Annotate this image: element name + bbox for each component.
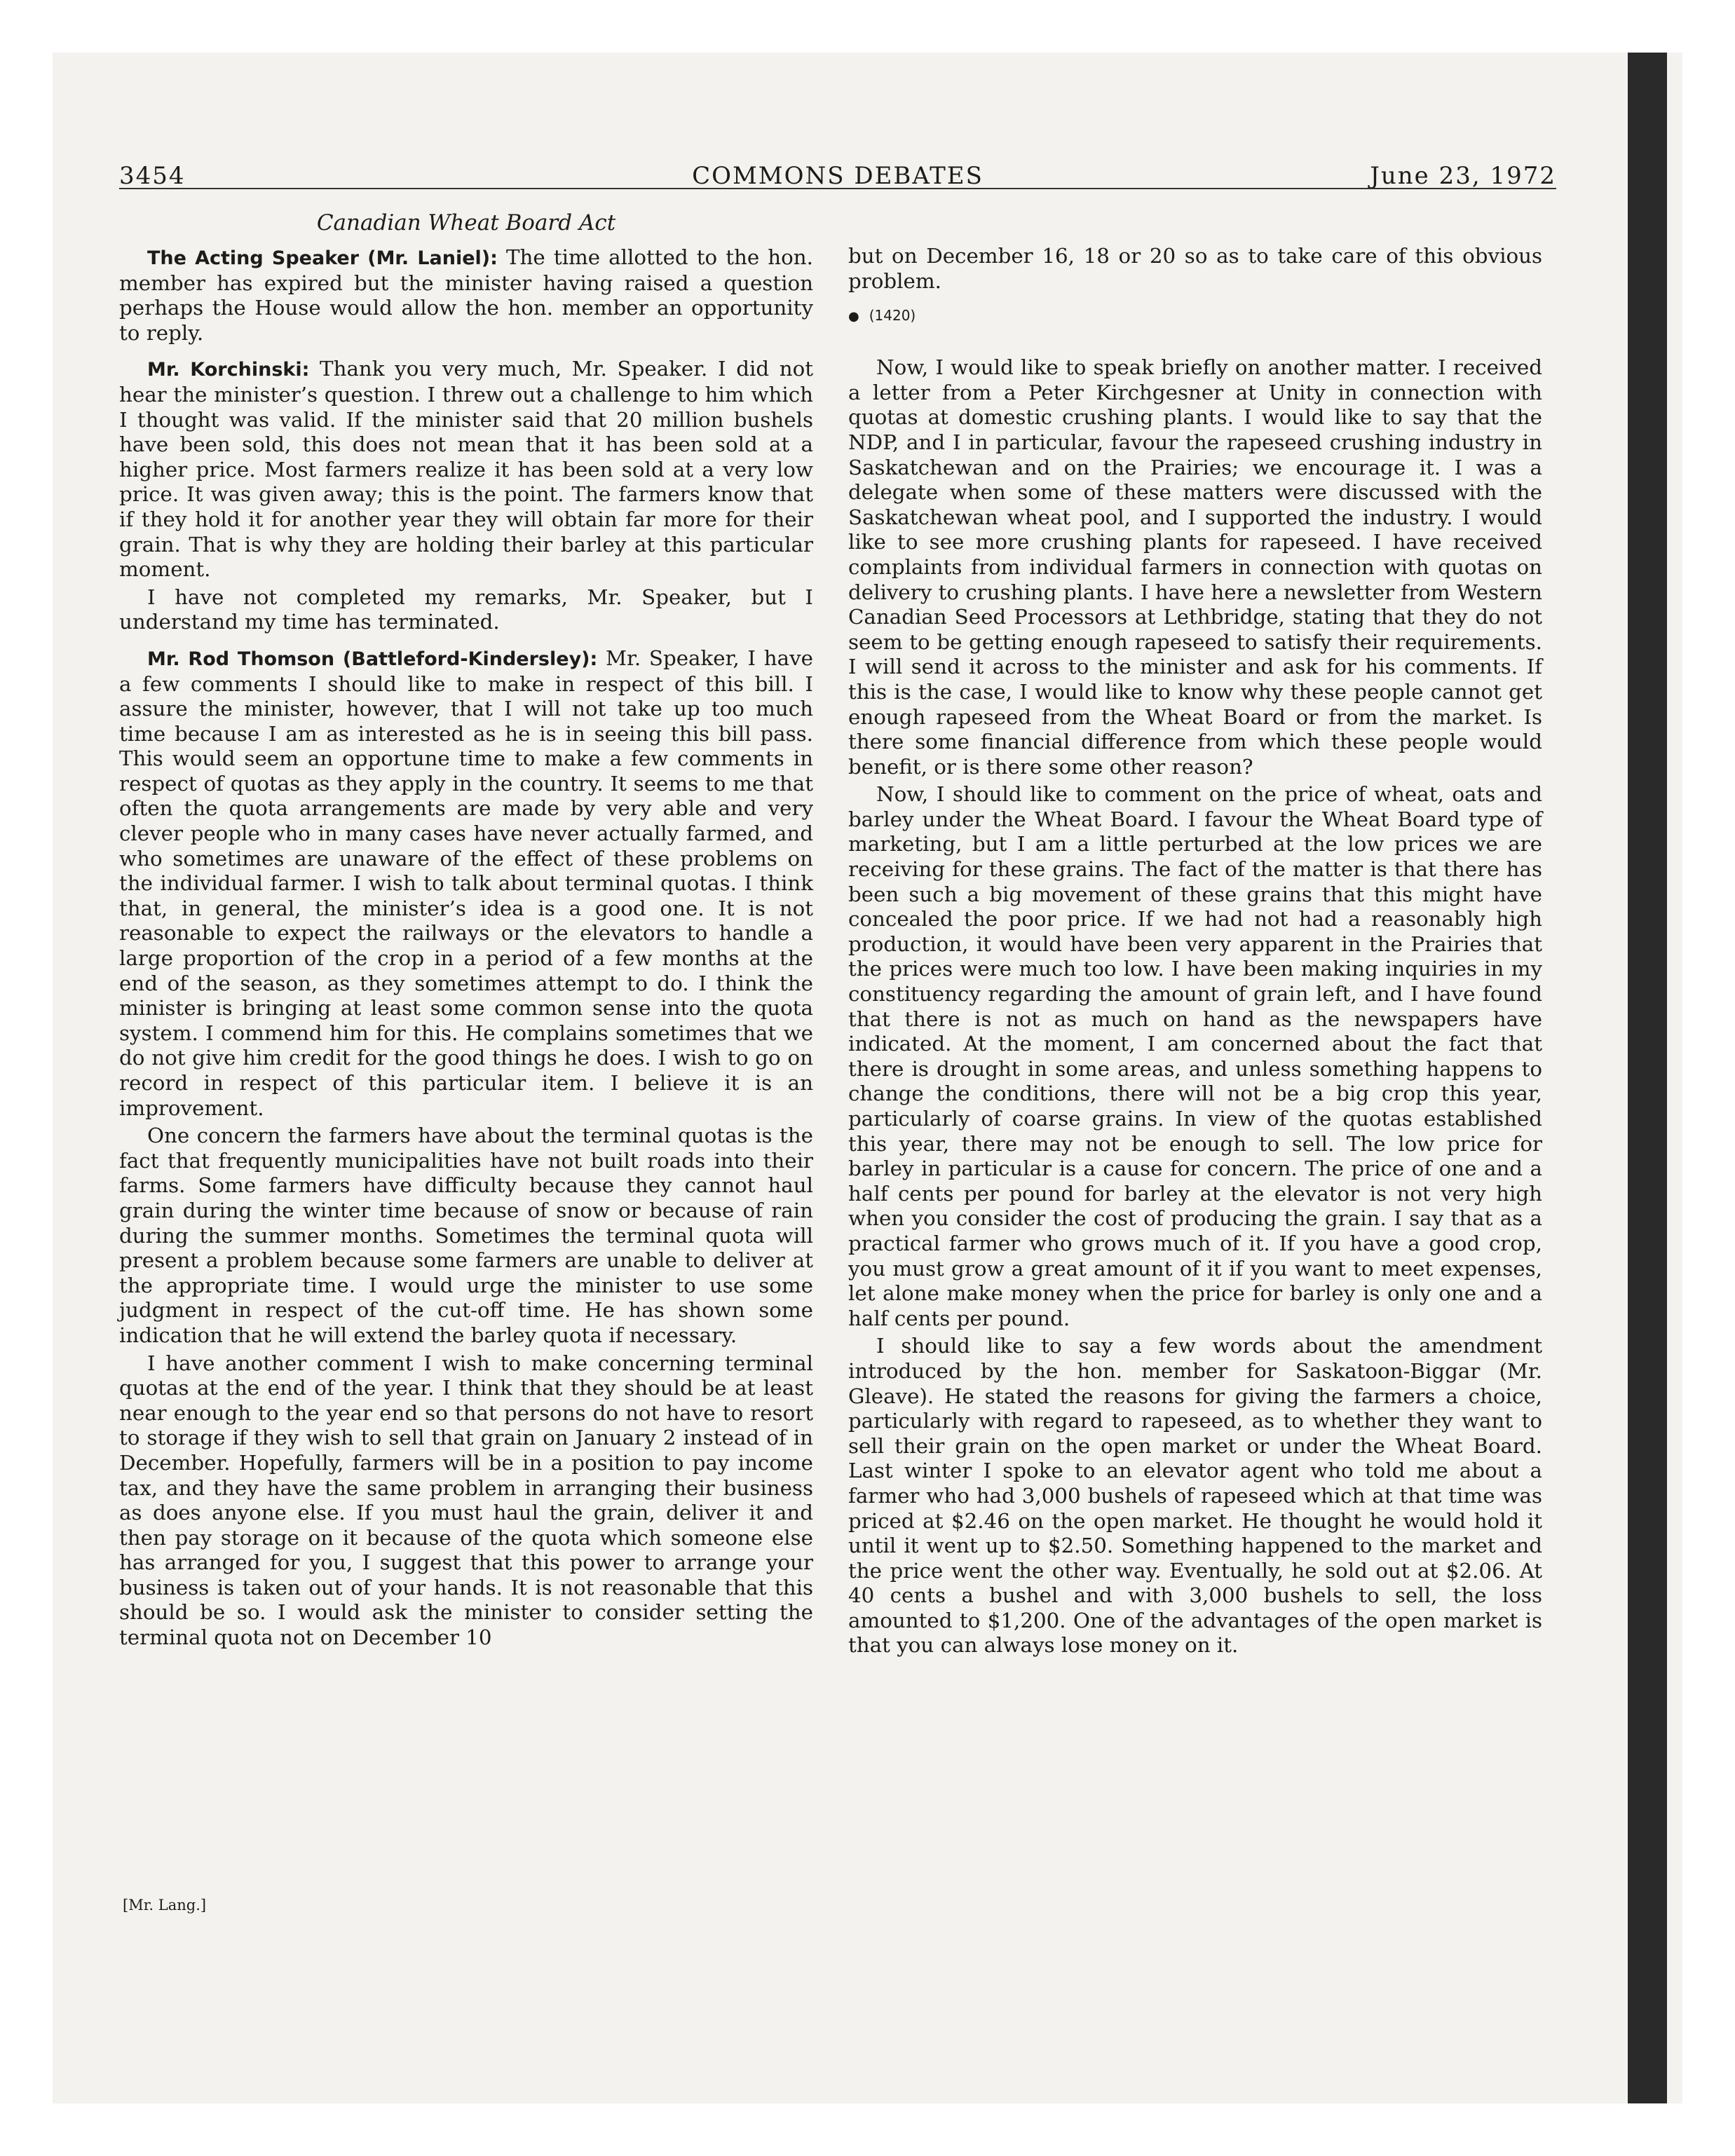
scan-edge-shadow xyxy=(1628,53,1667,2103)
speaker-name: Mr. Korchinski: xyxy=(147,359,310,381)
paragraph-text: I have not completed my remarks, Mr. Speaker, but I understand my time has terminated. xyxy=(119,585,813,634)
speaker-name: The Acting Speaker (Mr. Laniel): xyxy=(147,247,498,269)
paragraph xyxy=(119,245,813,346)
bullet-icon: ● xyxy=(848,309,859,325)
publication-title: COMMONS DEBATES xyxy=(692,162,984,190)
paragraph-text: The time allotted to the hon. member has expired but the minister having raised a question perhaps the House would allow the hon. member an opportunity to reply. xyxy=(119,245,813,345)
paragraph-text: I have another comment I wish to make concerning terminal quotas at the end of the year. I think that they should be at least near enough to the year end so that persons do not have to resort to storage if they wish to sell that grain on January 2 instead of in December. Hopefully, farmers will be in a position to pay income tax, and they have the same problem in arranging their business as does anyone else. If you must haul the grain, deliver it and then pay storage on it because of the quota which someone else has arranged for you, I suggest that this power to arrange your business is taken out of your hands. It is not reasonable that this should be so. I would ask the minister to consider setting the terminal quota not on December 10 xyxy=(119,1351,813,1650)
page-header xyxy=(119,156,1556,196)
paragraph xyxy=(119,357,813,582)
speaker-name: Mr. Rod Thomson (Battleford-Kindersley): xyxy=(147,648,598,670)
paragraph-text: Mr. Speaker, I have a few comments I should like to make in respect of this bill. I assure the minister, however, that I will not take up too much time because I am as interested as he is in seeing this bill pass. This would seem an opportune time to make a few comments in respect of quotas as they apply in the country. It seems to me that often the quota arrangements are made by very able and very clever people who in many cases have never actually farmed, and who sometimes are unaware of the effect of these problems on the individual farmer. I wish to talk about terminal quotas. I think that, in general, the minister’s idea is a good one. It is not reasonable to expect the railways or the elevators to handle a large proportion of the crop in a period of a few months at the end of the season, as they sometimes attempt to do. I think the minister is bringing at least some common sense into the quota system. I commend him for this. He complains sometimes that we do not give him credit for the good things he does. I wish to go on record in respect of this particular item. I believe it is an improvement. xyxy=(119,646,813,1120)
left-column xyxy=(119,209,813,1653)
footer-note: [Mr. Lang.] xyxy=(123,1897,207,1913)
paragraph xyxy=(119,1351,813,1651)
paragraph xyxy=(119,585,813,635)
paragraph-text: One concern the farmers have about the terminal quotas is the fact that frequently municipalities have not built roads into their farms. Some farmers have difficulty because they cannot haul grain during the winter time because of snow or because of rain during the summer months. Sometimes the terminal quota will present a problem because some farmers are unable to deliver at the appropriate time. I would urge the minister to use some judgment in respect of the cut-off time. He has shown some indication that he will extend the barley quota if necessary. xyxy=(119,1124,813,1347)
header-rule xyxy=(119,188,1556,189)
section-title: Canadian Wheat Board Act xyxy=(316,210,616,236)
timestamp-marker xyxy=(848,305,1542,327)
paragraph-continuation: but on December 16, 18 or 20 so as to take care of this obvious problem. xyxy=(848,244,1542,293)
paragraph-text: Thank you very much, Mr. Speaker. I did not hear the minister’s question. I threw out a challenge to him which I thought was valid. If the minister said that 20 million bushels have been sold, this does not mean that it has been sold at a higher price. Most farmers realize it has been sold at a very low price. It was given away; this is the point. The farmers know that if they hold it for another year they will obtain far more for their grain. That is why they are holding their barley at this particular moment. xyxy=(119,357,813,582)
paragraph: Now, I should like to comment on the price of wheat, oats and barley under the Wheat Board. I favour the Wheat Board type of marketing, but I am a little perturbed at the low prices we are receiving for these grains. The fact of the matter is that there has been such a big movement of these grains that this might have concealed the poor price. If we had not had a reasonably high production, it would have been very apparent in the Prairies that the prices were much too low. I have been making inquiries in my constituency regarding the amount of grain left, and I have found that there is not as much on hand as the newspapers have indicated. At the moment, I am concerned about the fact that there is drought in some areas, and unless something happens to change the conditions, there will not be a big crop this year, particularly of coarse grains. In view of the quotas established this year, there may not be enough to sell. The low price for barley in particular is a cause for concern. The price of one and a half cents per pound for barley at the elevator is not very high when you consider the cost of producing the grain. I say that as a practical farmer who grows much of it. If you have a good crop, you must grow a great amount of it if you want to meet expenses, let alone make money when the price for barley is only one and a half cents per pound. xyxy=(848,782,1542,1330)
timestamp-text: (1420) xyxy=(869,307,916,325)
right-column xyxy=(848,244,1542,1661)
paragraph: I should like to say a few words about the amendment introduced by the hon. member for Saskatoon-Biggar (Mr. Gleave). He stated the reasons for giving the farmers a choice, particularly with regard to rapeseed, as to whether they want to sell their grain on the open market or under the Wheat Board. Last winter I spoke to an elevator agent who told me about a farmer who had 3,000 bushels of rapeseed which at that time was priced at $2.46 on the open market. He thought he would hold it until it went up to $2.50. Something happened to the market and the price went the other way. Eventually, he sold out at $2.06. At 40 cents a bushel and with 3,000 bushels to sell, the loss amounted to $1,200. One of the advantages of the open market is that you can always lose money on it. xyxy=(848,1334,1542,1658)
page-number: 3454 xyxy=(119,162,186,190)
paragraph: Now, I would like to speak briefly on another matter. I received a letter from a Peter Kirchgesner at Unity in connection with quotas at domestic crushing plants. I would like to say that the NDP, and I in particular, favour the rapeseed crushing industry in Saskatchewan and on the Prairies; we encourage it. I was a delegate when some of these matters were discussed with the Saskatchewan wheat pool, and I supported the industry. I would like to see more crushing plants for rapeseed. I have received complaints from individual farmers in connection with quotas on delivery to crushing plants. I have here a newsletter from Western Canadian Seed Processors at Lethbridge, stating that they do not seem to be getting enough rapeseed to satisfy their requirements. I will send it across to the minister and ask for his comments. If this is the case, I would like to know why these people cannot get enough rapeseed from the Wheat Board or from the market. Is there some financial difference from which these people would benefit, or is there some other reason? xyxy=(848,355,1542,779)
paragraph xyxy=(119,646,813,1121)
page-date: June 23, 1972 xyxy=(1370,162,1556,190)
paragraph xyxy=(119,1124,813,1348)
